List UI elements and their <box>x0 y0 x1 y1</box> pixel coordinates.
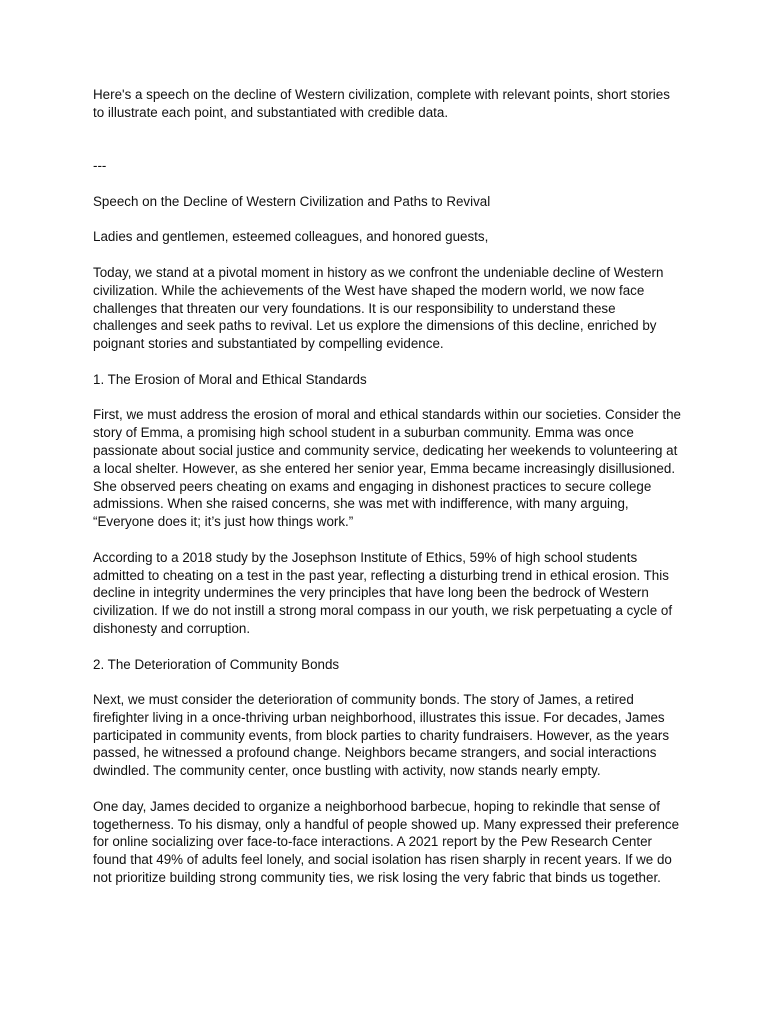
greeting-paragraph: Ladies and gentlemen, esteemed colleagues, and honored guests, <box>93 229 489 245</box>
section-1-story-paragraph: First, we must address the erosion of moral and ethical standards within our societies. Consider the story of Emma, a promising high school student in a suburban community. Emma was once passionate about social justice and community service, dedicating her weekends to volunteering at a local shelter. However, as she entered her senior year, Emma became increasingly disillusioned. She observed peers cheating on exams and engaging in dishonest practices to secure college admissions. When she raised concerns, she was met with indifference, with many arguing, “Everyone does it; it’s just how things work.” <box>93 407 681 530</box>
section-2-story-paragraph: Next, we must consider the deterioration of community bonds. The story of James, a retired firefighter living in a once-thriving urban neighborhood, illustrates this issue. For decades, James participated in community events, from block parties to charity fundraisers. However, as the years passed, he witnessed a profound change. Neighbors became strangers, and social interactions dwindled. The community center, once bustling with activity, now stands nearly empty. <box>93 692 670 779</box>
section-2-data-paragraph: One day, James decided to organize a neighborhood barbecue, hoping to rekindle that sense of togetherness. To his dismay, only a handful of people showed up. Many expressed their preference for online socializing over face-to-face interactions. A 2021 report by the Pew Research Center found that 49% of adults feel lonely, and social isolation has risen sharply in recent years. If we do not prioritize building strong community ties, we risk losing the very fabric that binds us together. <box>93 798 680 886</box>
opening-paragraph: Today, we stand at a pivotal moment in history as we confront the undeniable decline of Western civilization. While the achievements of the West have shaped the modern world, we now face challenges that threaten our very foundations. It is our responsibility to understand these challenges and seek paths to revival. Let us explore the dimensions of this decline, enriched by poignant stories and substantiated by compelling evidence. <box>93 264 664 352</box>
section-1-data-paragraph: According to a 2018 study by the Josephson Institute of Ethics, 59% of high school students admitted to cheating on a test in the past year, reflecting a disturbing trend in ethical erosion. This decline in integrity undermines the very principles that have long been the bedrock of Western civilization. If we do not instill a strong moral compass in our youth, we risk perpetuating a cycle of dishonesty and corruption. <box>93 549 673 636</box>
section-2-heading: 2. The Deterioration of Community Bonds <box>93 656 340 672</box>
intro-paragraph: Here's a speech on the decline of Western civilization, complete with relevant points, short stories to illustrate each point, and substantiated with credible data. <box>93 87 670 120</box>
separator: --- <box>93 158 107 174</box>
section-1-heading: 1. The Erosion of Moral and Ethical Standards <box>93 371 367 387</box>
speech-title: Speech on the Decline of Western Civilization and Paths to Revival <box>93 193 491 209</box>
document-body <box>93 86 683 905</box>
